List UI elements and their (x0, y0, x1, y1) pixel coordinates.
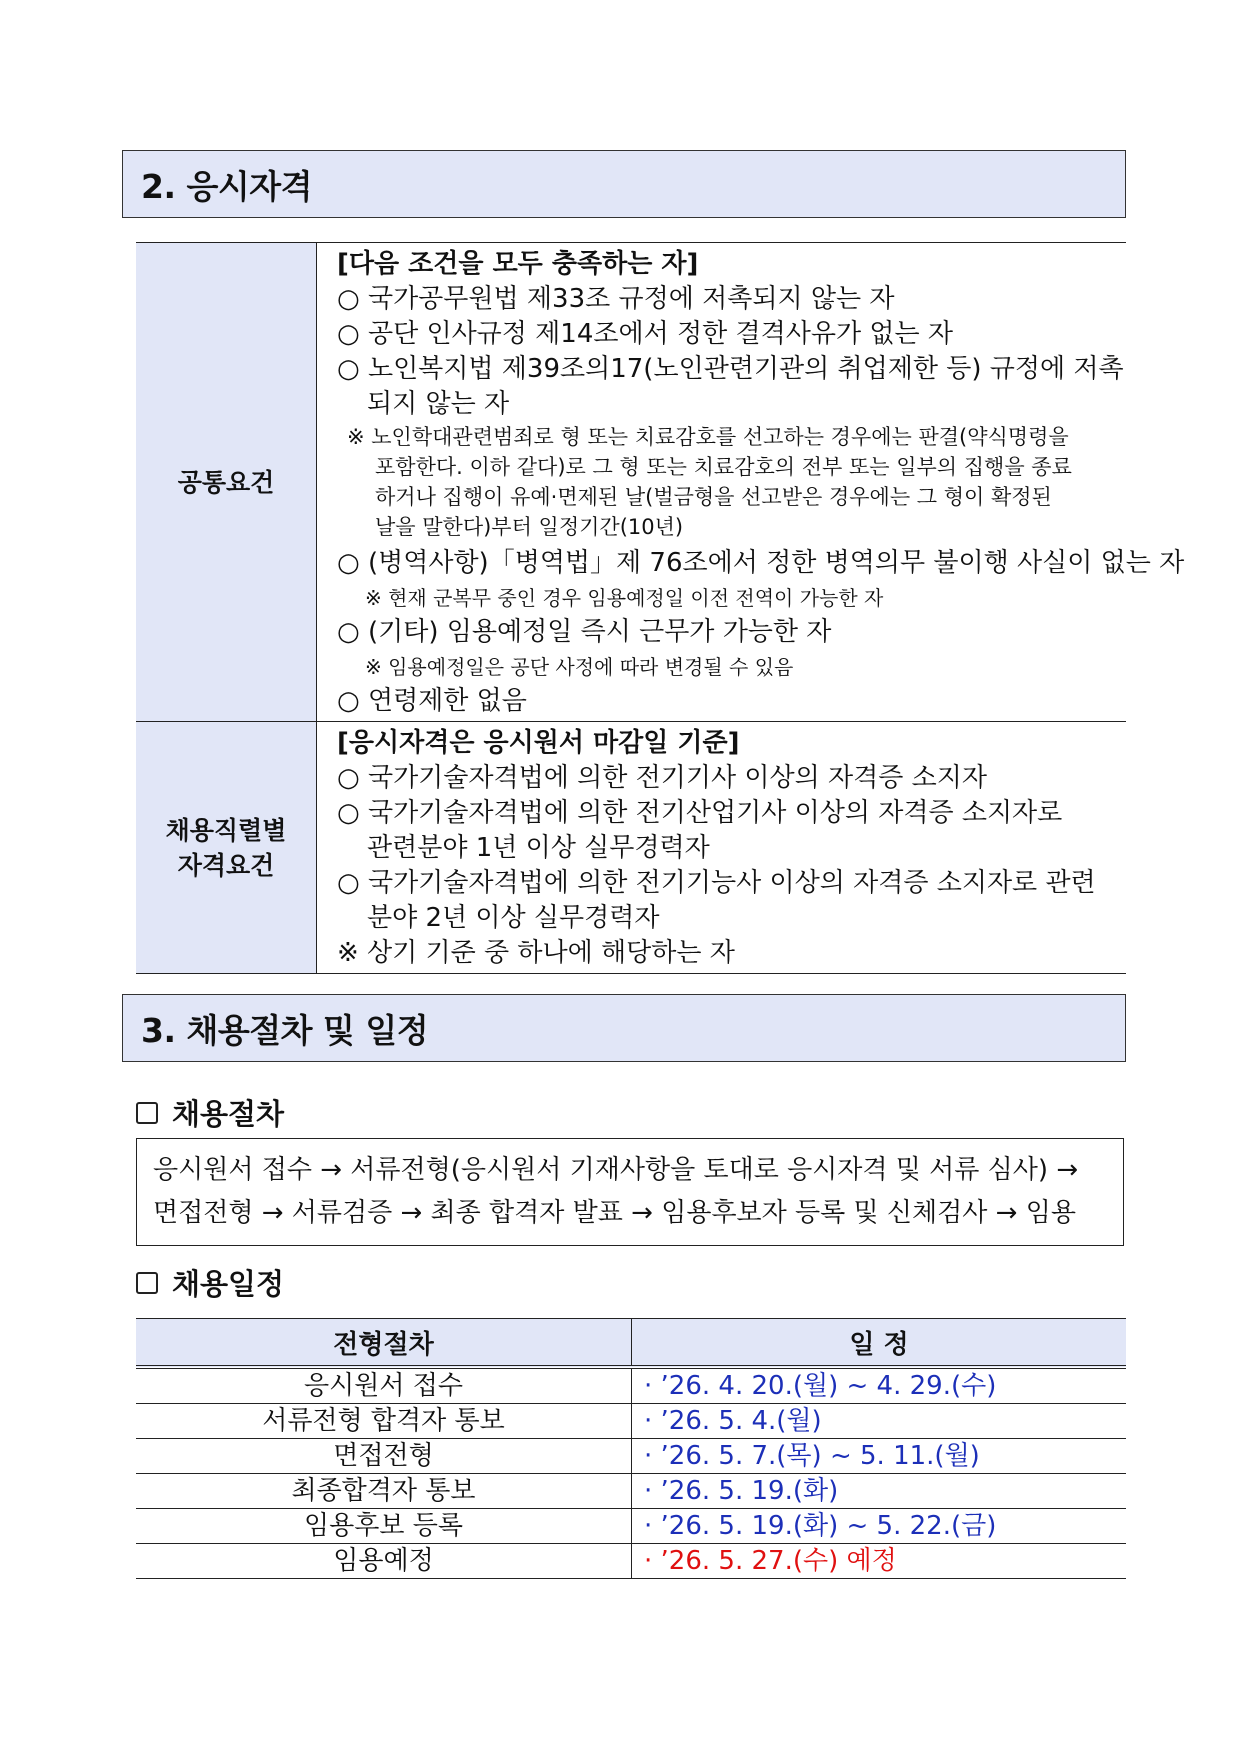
qualification-table (136, 242, 1185, 974)
schedule-table (136, 1318, 1126, 1579)
table-row (136, 1474, 1126, 1509)
specific-note: ※ 상기 기준 중 하나에 해당하는 자 (337, 938, 735, 968)
common-note-cont: 날을 말한다)부터 일정기간(10년) (375, 515, 684, 539)
schedule-header-row (136, 1319, 1126, 1368)
specific-item: ○ 국가기술자격법에 의한 전기기사 이상의 자격증 소지자 (337, 763, 987, 793)
common-note: ※ 노인학대관련범죄로 형 또는 치료감호를 선고하는 경우에는 판결(약식명령을 (347, 425, 1069, 449)
common-requirements-body (317, 243, 1194, 721)
schedule-date: · ’26. 5. 27.(수) 예정 (632, 1544, 1127, 1579)
specific-item: ○ 국가기술자격법에 의한 전기기능사 이상의 자격증 소지자로 관련 (337, 868, 1096, 898)
common-note: ※ 임용예정일은 공단 사정에 따라 변경될 수 있음 (365, 655, 794, 679)
schedule-date: · ’26. 4. 20.(월) ~ 4. 29.(수) (632, 1367, 1127, 1404)
common-requirements-row (136, 243, 1185, 721)
schedule-step: 응시원서 접수 (136, 1367, 632, 1404)
specific-requirements-body (317, 722, 1126, 973)
schedule-step: 면접전형 (136, 1439, 632, 1474)
schedule-step: 서류전형 합격자 통보 (136, 1404, 632, 1439)
schedule-date: · ’26. 5. 19.(화) ~ 5. 22.(금) (632, 1509, 1127, 1544)
common-item: ○ (병역사항)「병역법」제 76조에서 정한 병역의무 불이행 사실이 없는 자 (337, 548, 1185, 578)
table-row (136, 1509, 1126, 1544)
schedule-col-step: 전형절차 (136, 1319, 632, 1368)
common-item: ○ 연령제한 없음 (337, 686, 527, 716)
common-item: ○ 공단 인사규정 제14조에서 정한 결격사유가 없는 자 (337, 319, 953, 349)
specific-item-cont: 관련분야 1년 이상 실무경력자 (367, 833, 710, 863)
procedure-line: 응시원서 접수 → 서류전형(응시원서 기재사항을 토대로 응시자격 및 서류 심사) → (153, 1155, 1079, 1185)
procedure-subheading: 채용절차 (136, 1092, 284, 1133)
common-heading: [다음 조건을 모두 충족하는 자] (337, 249, 699, 279)
specific-heading: [응시자격은 응시원서 마감일 기준] (337, 728, 740, 758)
common-requirements-label: 공통요건 (136, 243, 317, 721)
section-2-header (122, 150, 1126, 218)
schedule-step: 최종합격자 통보 (136, 1474, 632, 1509)
table-row (136, 1367, 1126, 1404)
common-item-cont: 되지 않는 자 (367, 389, 510, 419)
schedule-col-date: 일 정 (632, 1319, 1127, 1368)
common-note-cont: 하거나 집행이 유예·면제된 날(벌금형을 선고받은 경우에는 그 형이 확정된 (375, 485, 1052, 509)
procedure-box (136, 1138, 1124, 1246)
checkbox-icon (136, 1102, 158, 1124)
specific-item-cont: 분야 2년 이상 실무경력자 (367, 903, 660, 933)
section-3-title: 3. 채용절차 및 일정 (141, 1010, 429, 1050)
schedule-date: · ’26. 5. 7.(목) ~ 5. 11.(월) (632, 1439, 1127, 1474)
common-item: ○ (기타) 임용예정일 즉시 근무가 가능한 자 (337, 617, 832, 647)
section-3-header (122, 994, 1126, 1062)
schedule-step: 임용예정 (136, 1544, 632, 1579)
specific-requirements-row (136, 721, 1126, 973)
schedule-subheading: 채용일정 (136, 1262, 284, 1303)
table-row (136, 1544, 1126, 1579)
specific-requirements-label: 채용직렬별 자격요건 (136, 722, 317, 973)
common-note-cont: 포함한다. 이하 같다)로 그 형 또는 치료감호의 전부 또는 일부의 집행을 종료 (375, 455, 1072, 479)
section-2-title: 2. 응시자격 (141, 166, 312, 206)
common-item: ○ 노인복지법 제39조의17(노인관련기관의 취업제한 등) 규정에 저촉 (337, 354, 1124, 384)
schedule-date: · ’26. 5. 4.(월) (632, 1404, 1127, 1439)
common-note: ※ 현재 군복무 중인 경우 임용예정일 이전 전역이 가능한 자 (365, 586, 884, 610)
common-item: ○ 국가공무원법 제33조 규정에 저촉되지 않는 자 (337, 284, 895, 314)
schedule-date: · ’26. 5. 19.(화) (632, 1474, 1127, 1509)
schedule-step: 임용후보 등록 (136, 1509, 632, 1544)
specific-item: ○ 국가기술자격법에 의한 전기산업기사 이상의 자격증 소지자로 (337, 798, 1063, 828)
procedure-line: 면접전형 → 서류검증 → 최종 합격자 발표 → 임용후보자 등록 및 신체검사 → 임용 (153, 1198, 1076, 1228)
checkbox-icon (136, 1272, 158, 1294)
table-row (136, 1404, 1126, 1439)
table-row (136, 1439, 1126, 1474)
